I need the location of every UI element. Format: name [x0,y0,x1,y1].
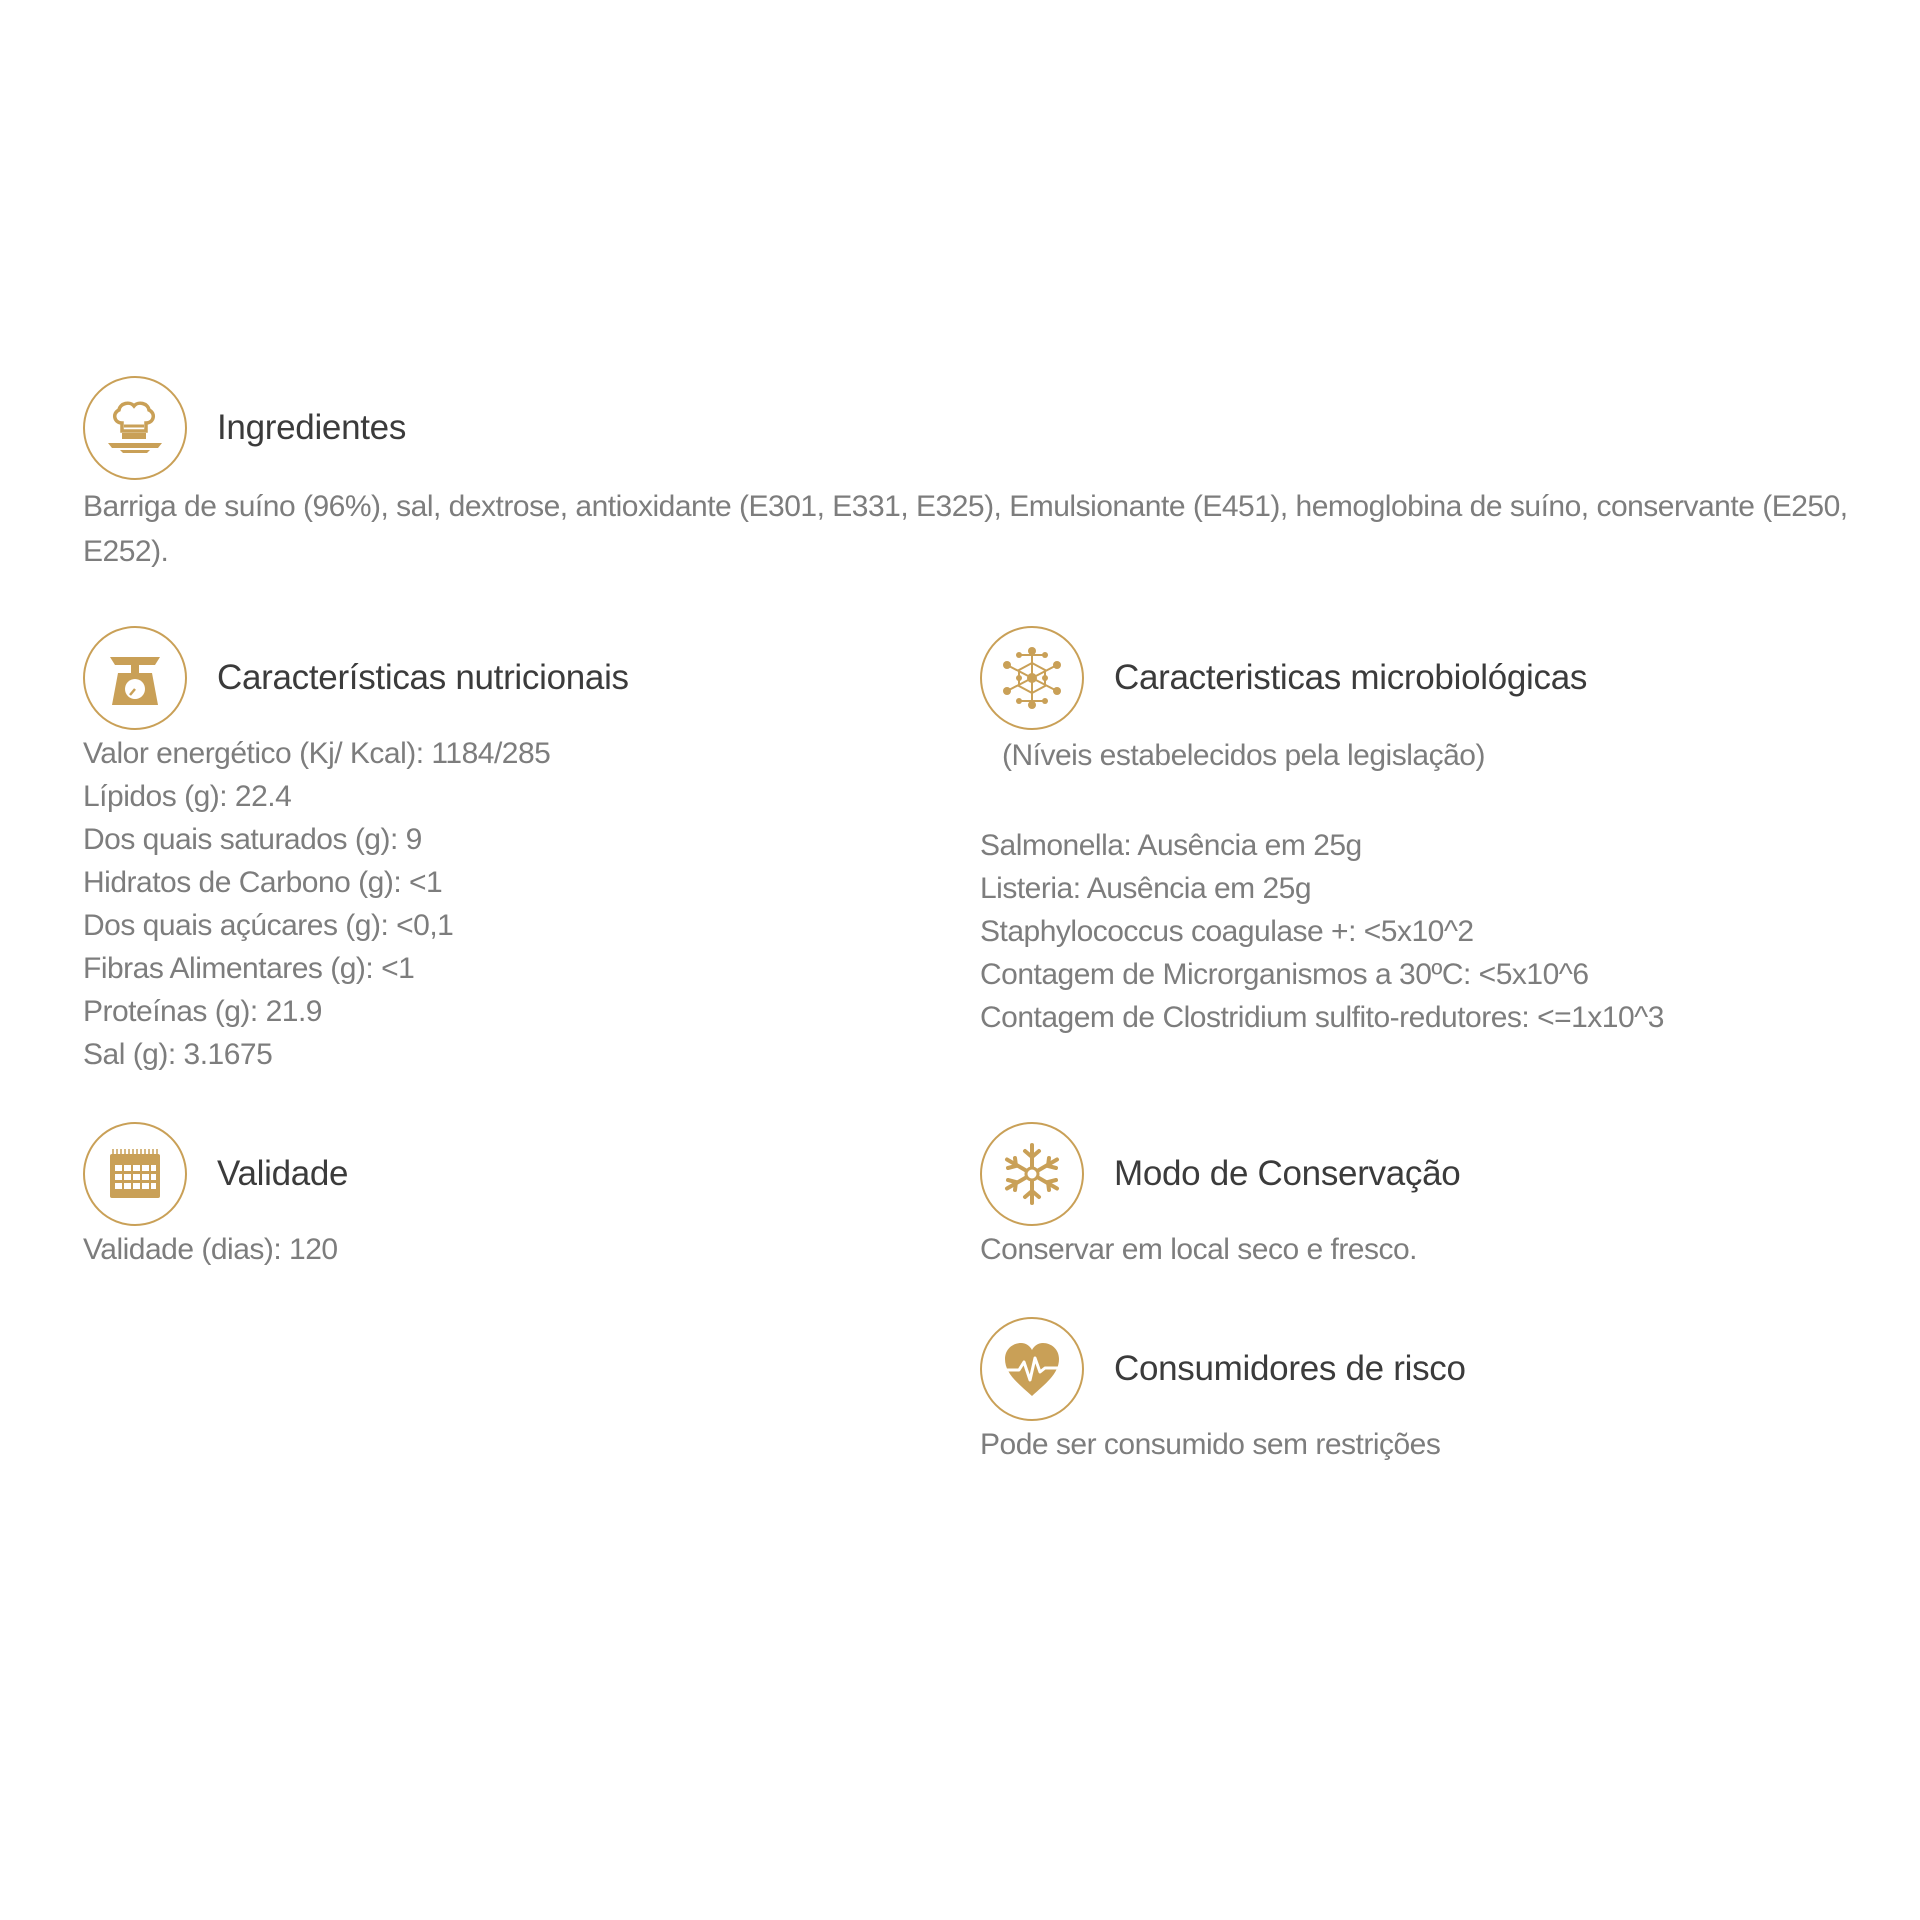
list-item: Staphylococcus coagulase +: <5x10^2 [980,915,1474,948]
list-item: Fibras Alimentares (g): <1 [83,952,415,985]
list-item: Sal (g): 3.1675 [83,1038,273,1071]
microbiologicas-list [980,824,1880,1039]
list-item: Hidratos de Carbono (g): <1 [83,866,443,899]
microbiologicas-header [980,624,1880,732]
heart-pulse-icon [980,1317,1084,1421]
microbiologicas-section [980,624,1880,1039]
list-item: Contagem de Clostridium sulfito-redutores: <=1x10^3 [980,1001,1664,1034]
list-item: Salmonella: Ausência em 25g [980,829,1362,862]
validade-body [83,1228,883,1271]
conservacao-text: Conservar em local seco e fresco. [980,1233,1418,1266]
chef-hat-icon [83,376,187,480]
risco-header [980,1315,1880,1423]
risco-title: Consumidores de risco [1114,1349,1466,1388]
microbiologicas-note: (Níveis estabelecidos pela legislação) [1002,739,1485,772]
ingredientes-section [83,374,1883,574]
risco-text: Pode ser consumido sem restrições [980,1428,1441,1461]
list-item: Lípidos (g): 22.4 [83,780,292,813]
nutricionais-section [83,624,883,1076]
validade-section [83,1120,883,1271]
list-item: Valor energético (Kj/ Kcal): 1184/285 [83,737,551,770]
validade-text: Validade (dias): 120 [83,1233,338,1266]
conservacao-section [980,1120,1880,1271]
list-item: Contagem de Microrganismos a 30ºC: <5x10^6 [980,958,1589,991]
conservacao-body [980,1228,1880,1271]
ingredientes-text: Barriga de suíno (96%), sal, dextrose, antioxidante (E301, E331, E325), Emulsionante (E451), hemoglobina de suíno, conservante (E250, E252). [83,490,1848,568]
nutricionais-title: Características nutricionais [217,658,629,697]
list-item: Dos quais saturados (g): 9 [83,823,422,856]
validade-header [83,1120,883,1228]
validade-title: Validade [217,1154,349,1193]
risco-body [980,1423,1880,1466]
calendar-icon [83,1122,187,1226]
microbiologicas-title: Caracteristicas microbiológicas [1114,658,1588,697]
snowflake-icon [980,1122,1084,1226]
conservacao-title: Modo de Conservação [1114,1154,1461,1193]
risco-section [980,1315,1880,1466]
list-item: Proteínas (g): 21.9 [83,995,322,1028]
ingredientes-title: Ingredientes [217,408,407,447]
conservacao-header [980,1120,1880,1228]
molecule-icon [980,626,1084,730]
list-item: Dos quais açúcares (g): <0,1 [83,909,454,942]
scale-icon [83,626,187,730]
nutricionais-list [83,732,883,1076]
ingredientes-header [83,374,1883,482]
list-item: Listeria: Ausência em 25g [980,872,1312,905]
nutricionais-header [83,624,883,732]
